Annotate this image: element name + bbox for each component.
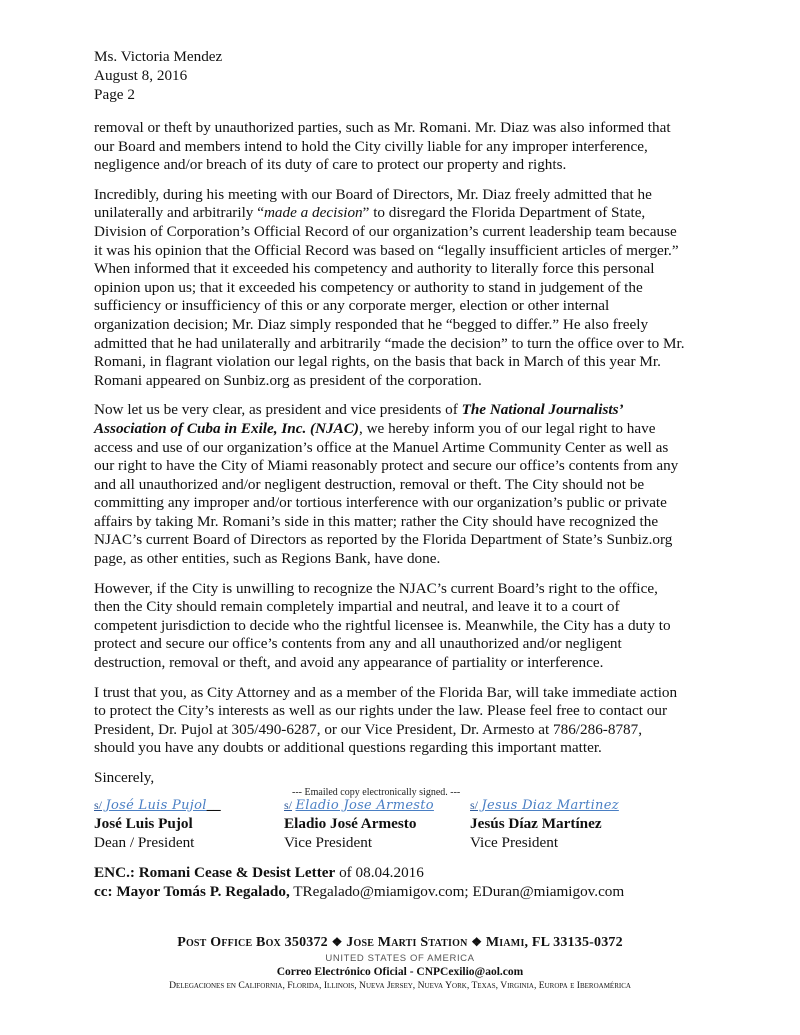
signature-script: Eladio Jose Armesto — [295, 798, 434, 813]
organization-name-cont: Association of Cuba in Exile, Inc. (NJAC) — [94, 419, 359, 437]
letterhead-footer — [0, 933, 800, 990]
signer-title: Vice President — [284, 834, 373, 851]
emphasis-made-a-decision: made a decision — [263, 204, 363, 222]
enclosure-block — [94, 864, 624, 902]
paragraph-5: I trust that you, as City Attorney and as a member of the Florida Bar, will take immediate action to protect the City’s interests as well as our rights under the law. Please feel free to contact our President, Dr. Pujol at 305/490-6287, or our Vice President, Dr. Armesto at 786/286-8787, should you have any doubts or additional questions regarding this important matter. — [94, 683, 678, 757]
signer-name: José Luis Pujol — [94, 815, 193, 832]
organization-name: The National Journalists’ — [461, 401, 624, 419]
signer-name: Jesús Díaz Martínez — [470, 815, 602, 832]
paragraph-2: Incredibly, during his meeting with our Board of Directors, Mr. Diaz freely admitted that he unilaterally and arbitrarily “made a decision” to disregard the Florida Department of State, Division of Corporation’s Official Record of our organization’s current leadership team because it was his opinion that the Official Record was based on “legally insufficient articles of merger.” When informed that it exceeded his competency and authority to literally force this personal opinion upon us; that it exceeded his competency or authority to stand in judgement of the sufficiency or insufficiency of this or any corporate merger, election or other internal organization decision; Mr. Diaz simply responded that he “begged to differ.” He also freely admitted that he had unilaterally and arbitrarily “made the decision” to turn the office over to Mr. Romani, in flagrant violation our legal rights, on the basis that back in March of this year Mr. Romani appeared on Sunbiz.org as president of the corporation. — [94, 185, 685, 389]
diamond-separator-icon: ❖ — [471, 935, 483, 949]
cc-line: cc: Mayor Tomás P. Regalado, TRegalado@miamigov.com; EDuran@miamigov.com — [94, 883, 625, 900]
signer-title: Vice President — [470, 834, 559, 851]
delegations: Delegaciones en California, Florida, Illinois, Nueva Jersey, Nueva York, Texas, Virginia, Europa e Iberoamérica — [169, 980, 631, 991]
signature-script: Jesus Diaz Martinez — [481, 798, 619, 813]
closing: Sincerely, — [94, 769, 155, 786]
paragraph-4: However, if the City is unwilling to recognize the NJAC’s current Board’s right to the office, then the City should remain completely impartial and neutral, and leave it to a court of competent jurisdiction to decide who the rightful licensee is. Meanwhile, the City has a duty to protect and secure our office’s contents from any and all unauthorized and/or negligent destruction, removal or theft, and avoid any appearance of partiality or interference. — [94, 579, 671, 672]
signer-name: Eladio José Armesto — [284, 815, 417, 832]
enclosure-line: ENC.: Romani Cease & Desist Letter of 08.04.2016 — [94, 864, 424, 881]
electronic-signature-note: --- Emailed copy electronically signed. --- — [292, 787, 461, 798]
signature-script: José Luis Pujol — [105, 798, 207, 813]
signature-block-3: s/ Jesus Diaz Martinez Jesús Díaz Martínez Vice President — [470, 798, 619, 851]
diamond-separator-icon: ❖ — [331, 935, 343, 949]
country: UNITED STATES OF AMERICA — [325, 953, 475, 964]
paragraph-1: removal or theft by unauthorized parties, such as Mr. Romani. Mr. Diaz was also informed that our Board and members intend to hold the City civilly liable for any improper interference, negligence and/or breach of its duty of care to protect our property and rights. — [94, 119, 671, 174]
signer-title: Dean / President — [94, 834, 195, 851]
recipient-name: Ms. Victoria Mendez — [94, 48, 223, 65]
letter-body — [94, 119, 714, 799]
letter-header — [94, 48, 222, 105]
postal-address: Post Office Box 350372 ❖ Jose Marti Station ❖ Miami, FL 33135-0372 — [177, 935, 623, 950]
paragraph-3: Now let us be very clear, as president and vice presidents of The National Journalists’ Association of Cuba in Exile, Inc. (NJAC), we hereby inform you of our legal right to have access and use of our organization’s office at the Manuel Artime Community Center as well as our right to have the City of Miami reasonably protect and secure our office’s contents from any and all unauthorized and/or negligent destruction, removal or theft. The City should not be committing any improper and/or tortious interference with our organization’s public or private affairs by taking Mr. Romani’s side in this matter; rather the City should have recognized the NJAC’s current Board of Directors as reported by the Florida Department of State’s Sunbiz.org page, as other entities, such as Regions Bank, have done. — [94, 401, 679, 568]
official-email: Correo Electrónico Oficial - CNPCexilio@aol.com — [276, 966, 524, 978]
letter-date: August 8, 2016 — [94, 67, 188, 84]
signature-block-2: s/ Eladio Jose Armesto Eladio José Armesto Vice President — [284, 798, 434, 851]
signature-block-1: s/ José Luis Pujol__ José Luis Pujol Dean / President — [94, 798, 221, 851]
page-number: Page 2 — [94, 86, 135, 103]
